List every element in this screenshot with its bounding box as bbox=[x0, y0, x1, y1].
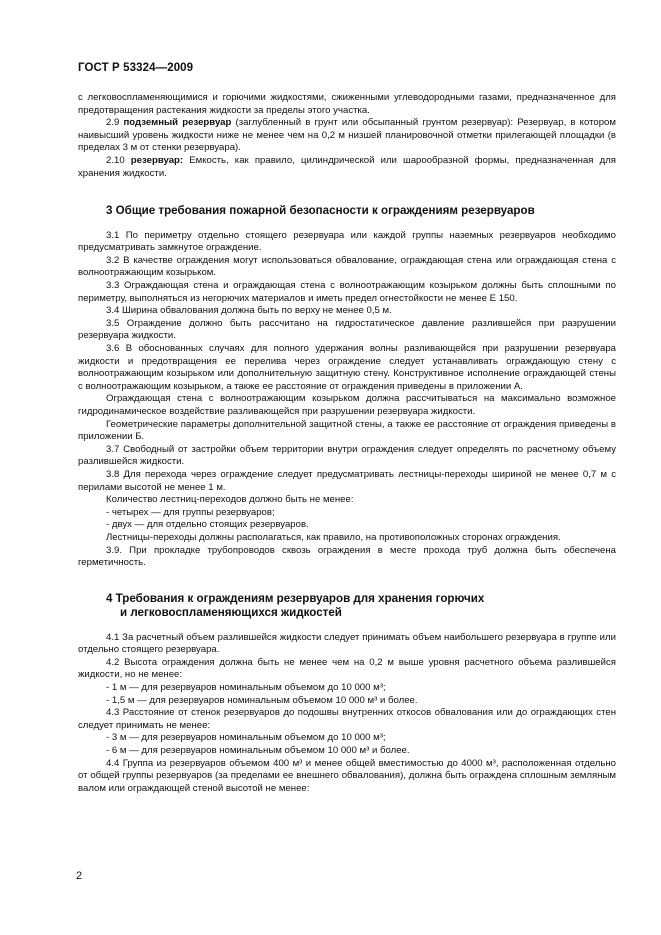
section-4-heading-line1: 4 Требования к ограждениям резервуаров для хранения горючих bbox=[106, 591, 485, 605]
list-item: - четырех — для группы резервуаров; bbox=[106, 506, 275, 518]
paragraph-3-7: 3.7 Свободный от застройки объем территории внутри ограждения следует определять по расчетному объему разлившейся жидкости. bbox=[78, 443, 616, 468]
term-underground-tank: подземный резервуар bbox=[123, 117, 232, 129]
section-4-heading bbox=[78, 592, 616, 621]
section-4-heading-line2: и легковоспламеняющихся жидкостей bbox=[120, 606, 342, 620]
paragraph-3-8-location: Лестницы-переходы должны располагаться, как правило, на противоположных сторонах ограждения. bbox=[106, 531, 561, 543]
paragraph-4-4: 4.4 Группа из резервуаров объемом 400 м³ и менее общей вместимостью до 4000 м³, расположенная отдельно от общей группы резервуаров (за пределами ее внешнего обвалования), должна быть ограждена сплошным земляным валом или ограждающей стеной высотой не менее: bbox=[78, 757, 616, 794]
paragraph-3-4: 3.4 Ширина обвалования должна быть по верху не менее 0,5 м. bbox=[106, 305, 392, 317]
paragraph-4-2: 4.2 Высота ограждения должна быть не менее чем на 0,2 м выше уровня расчетного объема разлившейся жидкости, но не менее: bbox=[78, 656, 616, 681]
paragraph-3-8: 3.8 Для перехода через ограждение следует предусматривать лестницы-переходы шириной не менее 0,7 м с перилами высотой не менее 1 м. bbox=[78, 468, 616, 493]
page-number: 2 bbox=[76, 870, 83, 882]
paragraph-3-8-count: Количество лестниц-переходов должно быть не менее: bbox=[106, 494, 354, 506]
clause-number: 2.10 bbox=[106, 154, 125, 166]
clause-number: 2.9 bbox=[106, 117, 120, 129]
section-3-heading: 3 Общие требования пожарной безопасности к ограждениям резервуаров bbox=[106, 204, 535, 218]
document-body bbox=[78, 92, 616, 795]
paragraph-3-3: 3.3 Ограждающая стена и ограждающая стена с волноотражающим козырьком должны быть сплошными по периметру, выполняться из негорючих материалов и иметь предел огнестойкости не менее Е 150. bbox=[78, 280, 616, 304]
list-item: - двух — для отдельно стоящих резервуаров. bbox=[106, 519, 309, 531]
paragraph-2-9 bbox=[78, 117, 616, 155]
list-item: - 1,5 м — для резервуаров номинальным объемом 10 000 м³ и более. bbox=[106, 694, 418, 706]
paragraph-2-8-continuation: с легковоспламеняющимися и горючими жидкостями, сжиженными углеводородными газами, предназначенное для предотвращения растекания жидкости за пределы этого участка. bbox=[78, 92, 616, 116]
definition-text: (заглубленный в грунт или обсыпанный грунтом резервуар): Резервуар, в котором наивысший уровень жидкости ниже не менее чем на 0,2 м низшей планировочной отметки прилегающей площадки (в пределах 3 м от стенки резервуара). bbox=[78, 117, 616, 154]
paragraph-3-6-wall: Ограждающая стена с волноотражающим козырьком должна рассчитываться на максимально возможное гидродинамическое воздействие разливающейся при разрушении резервуара жидкости. bbox=[78, 393, 616, 417]
document-header: ГОСТ Р 53324—2009 bbox=[78, 62, 194, 74]
paragraph-4-3: 4.3 Расстояние от стенок резервуаров до подошвы внутренних откосов обвалования или до ограждающих стен следует принимать не менее: bbox=[78, 707, 616, 731]
paragraph-3-1: 3.1 По периметру отдельно стоящего резервуара или каждой группы наземных резервуаров необходимо предусматривать замкнутое ограждение. bbox=[78, 229, 616, 254]
paragraph-3-6: 3.6 В обоснованных случаях для полного удержания волны разливающейся при разрушении резервуара жидкости и предотвращения ее перелива через ограждение следует устанавливать ограждающую стену с волноотражающим козырьком или дополнительную защитную стену. Конструктивное исполнение ограждающей стены с волноотражающим козырьком, а также ее расстояние от ограждения приведены в приложении А. bbox=[78, 343, 616, 392]
paragraph-4-1: 4.1 За расчетный объем разлившейся жидкости следует принимать объем наибольшего резервуара в группе или отдельно стоящего резервуара. bbox=[78, 631, 616, 656]
list-item: - 1 м — для резервуаров номинальным объемом до 10 000 м³; bbox=[106, 682, 386, 694]
paragraph-3-9: 3.9. При прокладке трубопроводов сквозь ограждения в месте прохода труб должна быть обеспечена герметичность. bbox=[78, 544, 616, 569]
paragraph-3-2: 3.2 В качестве ограждения могут использоваться обвалование, ограждающая стена или ограждающая стена с волноотражающим козырьком. bbox=[78, 254, 616, 279]
term-tank: резервуар: bbox=[130, 154, 184, 166]
list-item: - 3 м — для резервуаров номинальным объемом до 10 000 м³; bbox=[106, 732, 386, 744]
paragraph-3-6-geometry: Геометрические параметры дополнительной защитной стены, а также ее расстояние от ограждения приведены в приложении Б. bbox=[78, 418, 616, 443]
paragraph-3-5: 3.5 Ограждение должно быть рассчитано на гидростатическое давление разлившейся при разрушении резервуара жидкости. bbox=[78, 317, 616, 342]
list-item: - 6 м — для резервуаров номинальным объемом 10 000 м³ и более. bbox=[106, 745, 410, 757]
definition-text: Емкость, как правило, цилиндрической или шарообразной формы, предназначенная для хранения жидкости. bbox=[78, 154, 616, 179]
paragraph-2-10 bbox=[78, 155, 616, 180]
